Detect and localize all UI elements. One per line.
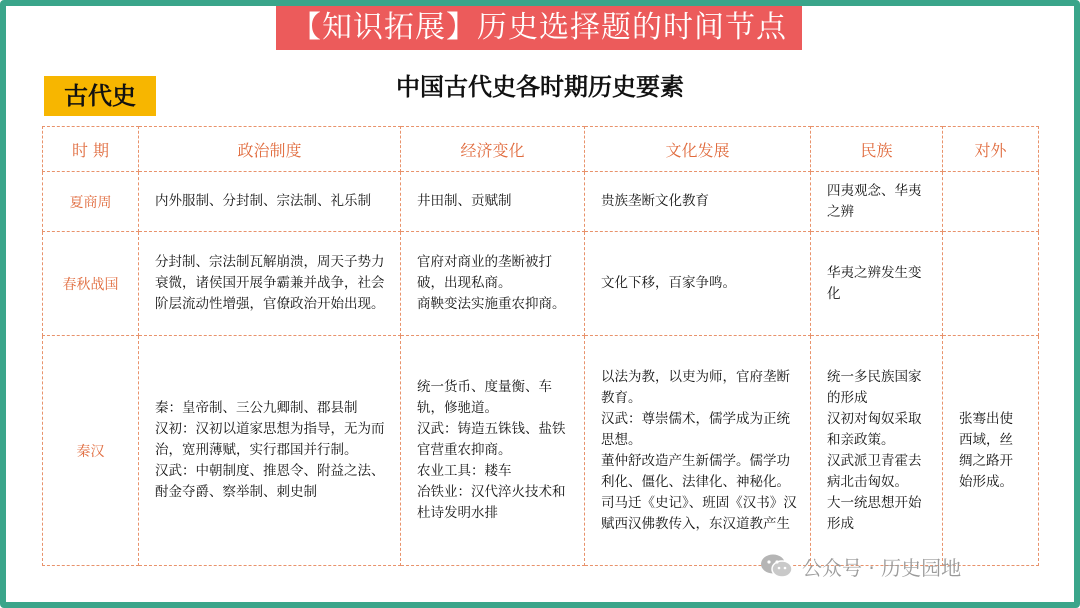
header-politics: 政治制度	[139, 127, 401, 172]
section-tag: 古代史	[44, 76, 156, 116]
table-row	[43, 172, 1039, 232]
header-culture: 文化发展	[585, 127, 811, 172]
ethnic-cell: 四夷观念、华夷之辨	[811, 172, 943, 232]
period-cell: 夏商周	[43, 172, 139, 232]
wechat-icon	[760, 553, 794, 579]
period-cell: 春秋战国	[43, 232, 139, 336]
table-row	[43, 336, 1039, 566]
header-ethnic: 民族	[811, 127, 943, 172]
economy-cell: 统一货币、度量衡、车轨，修驰道。 汉武：铸造五铢钱、盐铁官营重农抑商。 农业工具：耧车 冶铁业：汉代淬火技术和杜诗发明水排	[401, 336, 585, 566]
table-header-row	[43, 127, 1039, 172]
foreign-cell	[943, 172, 1039, 232]
culture-cell: 以法为教，以吏为师，官府垄断教育。 汉武：尊崇儒术，儒学成为正统思想。 董仲舒改造产生新儒学。儒学功利化、僵化、法律化、神秘化。 司马迁《史记》、班固《汉书》汉赋西汉佛教传入，东汉道教产生	[585, 336, 811, 566]
ethnic-cell: 统一多民族国家的形成 汉初对匈奴采取和亲政策。 汉武派卫青霍去病北击匈奴。 大一统思想开始形成	[811, 336, 943, 566]
table-title: 中国古代史各时期历史要素	[396, 73, 684, 101]
history-table	[42, 126, 1039, 566]
politics-cell: 内外服制、分封制、宗法制、礼乐制	[139, 172, 401, 232]
header-period: 时 期	[43, 127, 139, 172]
foreign-cell	[943, 232, 1039, 336]
watermark-text: 公众号 · 历史园地	[802, 555, 962, 580]
watermark	[760, 552, 961, 580]
foreign-cell: 张骞出使西域，丝绸之路开始形成。	[943, 336, 1039, 566]
culture-cell: 文化下移，百家争鸣。	[585, 232, 811, 336]
page-banner: 【知识拓展】历史选择题的时间节点	[276, 6, 802, 50]
culture-cell: 贵族垄断文化教育	[585, 172, 811, 232]
period-cell: 秦汉	[43, 336, 139, 566]
economy-cell: 井田制、贡赋制	[401, 172, 585, 232]
header-economy: 经济变化	[401, 127, 585, 172]
economy-cell: 官府对商业的垄断被打破，出现私商。 商鞅变法实施重农抑商。	[401, 232, 585, 336]
politics-cell: 秦：皇帝制、三公九卿制、郡县制 汉初：汉初以道家思想为指导，无为而治，宽刑薄赋，实行郡国并行制。 汉武：中朝制度、推恩令、附益之法、酎金夺爵、察举制、刺史制	[139, 336, 401, 566]
politics-cell: 分封制、宗法制瓦解崩溃，周天子势力衰微，诸侯国开展争霸兼并战争，社会阶层流动性增强，官僚政治开始出现。	[139, 232, 401, 336]
table-row	[43, 232, 1039, 336]
header-foreign: 对外	[943, 127, 1039, 172]
ethnic-cell: 华夷之辨发生变化	[811, 232, 943, 336]
